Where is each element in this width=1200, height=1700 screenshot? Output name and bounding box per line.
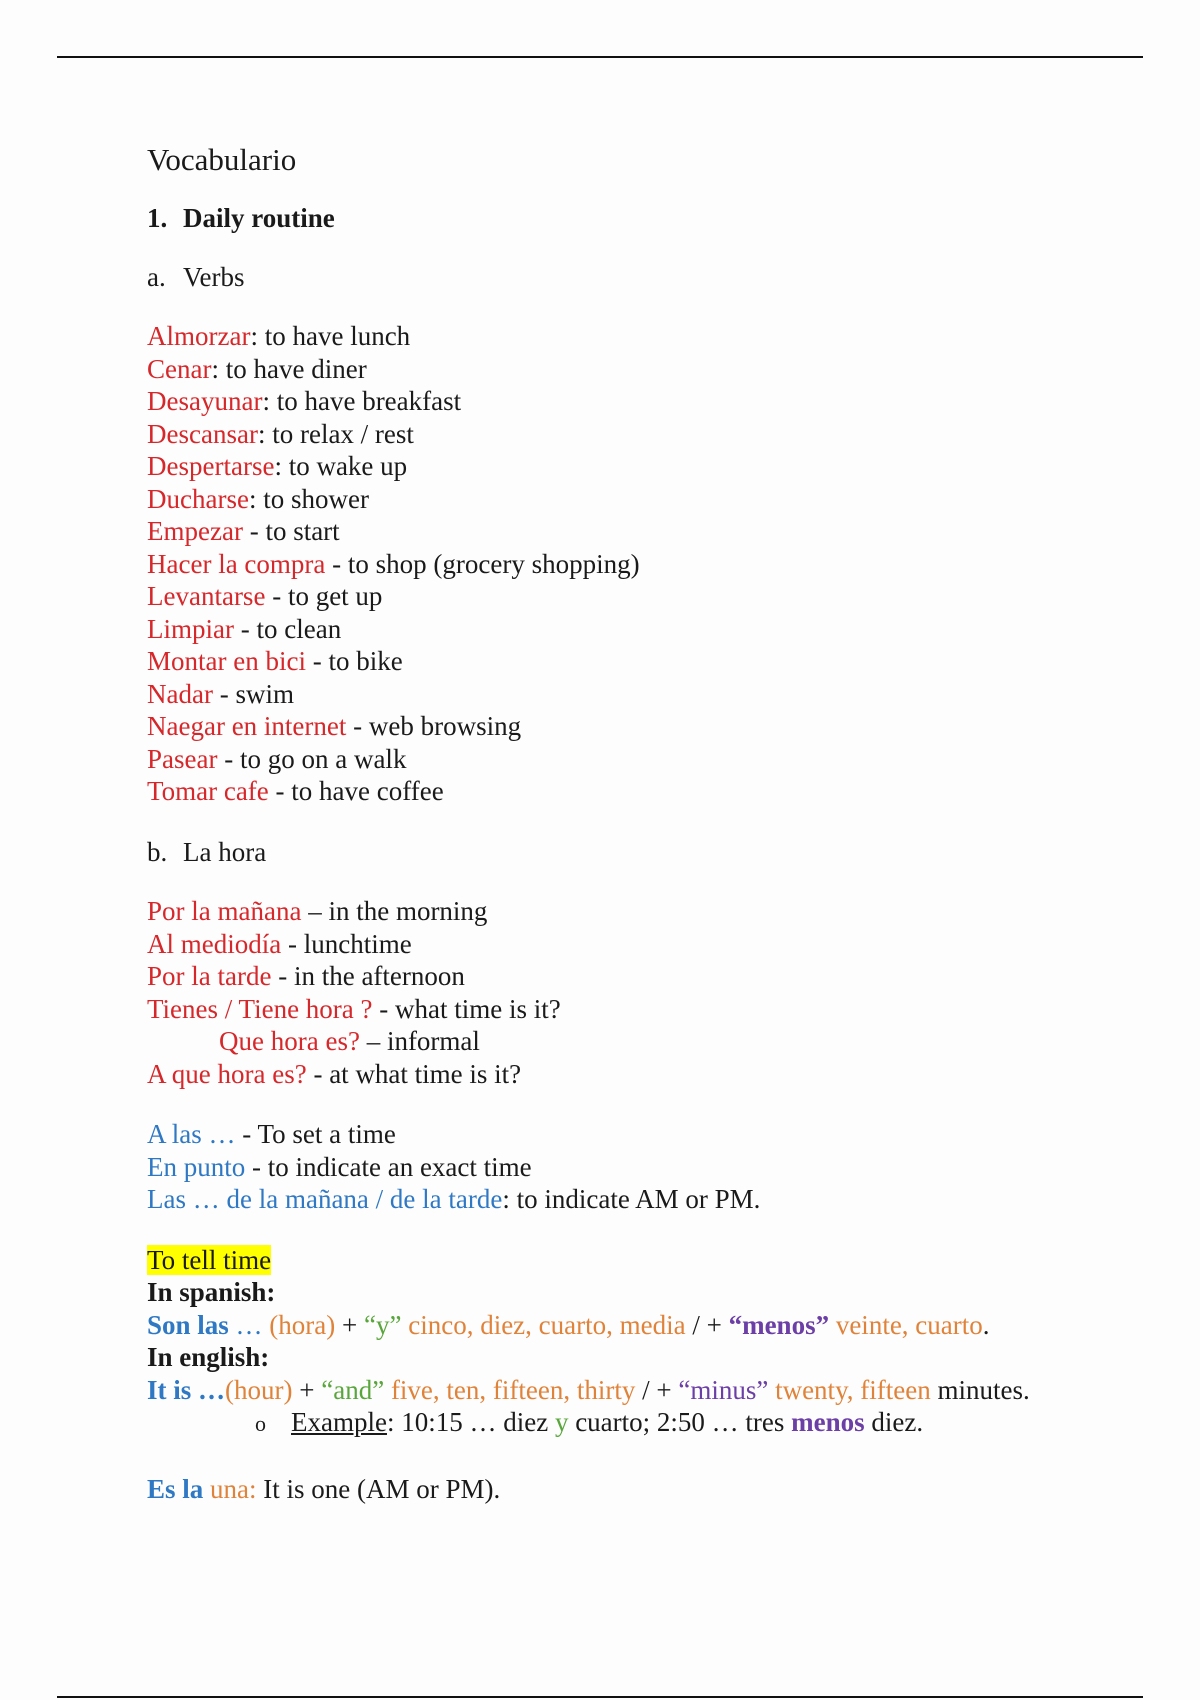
section-number: 1. xyxy=(147,203,168,233)
vocab-english: to have breakfast xyxy=(276,386,462,416)
vocab-spanish: Levantarse xyxy=(147,581,266,611)
vocab-english: informal xyxy=(386,1026,480,1056)
vocab-english: to shower xyxy=(263,483,369,514)
verbs-heading xyxy=(147,261,1107,294)
vocab-separator: - xyxy=(245,1151,268,1182)
formula-minutes-word: minutes. xyxy=(930,1374,1030,1405)
vocab-spanish: Empezar xyxy=(147,516,243,546)
vocab-separator: - xyxy=(325,548,348,579)
vocab-english: to clean xyxy=(256,613,342,644)
vocab-spanish: Desayunar xyxy=(147,386,263,416)
vocab-item xyxy=(147,928,1107,961)
vocab-item xyxy=(147,385,1107,418)
vocab-item xyxy=(147,678,1107,711)
vocab-separator: : xyxy=(274,451,289,481)
spanish-label: In spanish: xyxy=(147,1277,276,1307)
vocab-item xyxy=(147,1118,1107,1151)
tell-time-section xyxy=(147,1244,1107,1506)
formula-minutes-add: five, ten, fifteen, thirty xyxy=(384,1374,636,1405)
vocab-spanish: En punto xyxy=(147,1151,246,1182)
vocab-english: to have coffee xyxy=(291,776,444,806)
vocab-spanish: Cenar xyxy=(147,353,212,384)
vocab-separator: - xyxy=(212,678,236,709)
vocab-separator: - xyxy=(271,961,294,991)
vocab-item xyxy=(147,353,1107,386)
english-formula xyxy=(147,1374,1107,1407)
vocab-english: lunchtime xyxy=(303,928,412,959)
formula-hora: (hora) xyxy=(269,1309,336,1340)
vocab-spanish: Tienes / Tiene hora ? xyxy=(147,993,373,1024)
vocab-english: To set a time xyxy=(257,1119,396,1149)
verbs-letter: a. xyxy=(147,261,166,292)
time-markers-list xyxy=(147,1118,1107,1216)
vocab-spanish: Por la mañana xyxy=(147,896,302,926)
vocab-spanish: Ducharse xyxy=(147,483,249,514)
formula-minutes-add: cinco, diez, cuarto, media xyxy=(401,1309,686,1340)
vocab-english: web browsing xyxy=(368,711,522,741)
example-text-2: cuarto; 2:50 … tres xyxy=(568,1407,792,1437)
vocab-item xyxy=(147,418,1107,451)
hora-letter: b. xyxy=(147,836,168,867)
vocab-spanish: Hacer la compra xyxy=(147,548,326,579)
example-menos: menos xyxy=(791,1407,865,1437)
section-title: Daily routine xyxy=(183,203,335,233)
formula-hour: (hour) xyxy=(225,1374,293,1405)
vocab-english: to get up xyxy=(287,581,383,611)
vocab-item xyxy=(147,320,1107,353)
document-page xyxy=(147,140,1107,1505)
una: una: xyxy=(203,1473,257,1504)
vocab-separator: - xyxy=(242,516,266,546)
vocab-english: to bike xyxy=(328,646,403,676)
vocab-separator: - xyxy=(233,613,257,644)
example-text-3: diez. xyxy=(864,1407,924,1437)
vocab-spanish: A las … xyxy=(147,1119,236,1149)
bottom-rule xyxy=(57,1696,1143,1698)
vocab-separator: - xyxy=(306,1058,330,1089)
formula-period: . xyxy=(982,1309,990,1340)
hora-list xyxy=(147,895,1107,1090)
formula-ellipsis: … xyxy=(228,1309,270,1340)
vocab-spanish: Almorzar xyxy=(147,321,251,351)
es-la-una-meaning: It is one (AM or PM). xyxy=(256,1473,501,1504)
spanish-formula xyxy=(147,1309,1107,1342)
example-label: Example xyxy=(291,1407,387,1437)
vocab-separator: - xyxy=(268,776,292,806)
vocab-english: to indicate an exact time xyxy=(267,1151,532,1182)
vocab-separator: - xyxy=(235,1119,258,1149)
vocab-item xyxy=(147,960,1107,993)
example-y: y xyxy=(554,1407,569,1437)
vocab-english: to have diner xyxy=(225,353,367,384)
vocab-item xyxy=(147,895,1107,928)
vocab-english: to have lunch xyxy=(264,321,411,351)
vocab-spanish: Naegar en internet xyxy=(147,711,347,741)
formula-menos: “menos” xyxy=(728,1309,830,1340)
page-title: Vocabulario xyxy=(147,142,297,177)
vocab-english: to relax / rest xyxy=(272,418,414,449)
formula-slash-plus: / + xyxy=(685,1309,729,1340)
vocab-separator: - xyxy=(281,928,304,959)
vocab-item xyxy=(147,548,1107,581)
es-la: Es la xyxy=(147,1473,204,1504)
section-heading xyxy=(147,202,1107,235)
vocab-separator: - xyxy=(265,581,288,611)
verbs-title: Verbs xyxy=(183,261,245,292)
vocab-item xyxy=(147,580,1107,613)
verbs-list xyxy=(147,320,1107,808)
vocab-english: in the morning xyxy=(328,896,488,926)
formula-y: “y” xyxy=(364,1309,402,1340)
vocab-separator: : xyxy=(502,1184,517,1214)
vocab-spanish: Por la tarde xyxy=(147,961,272,991)
vocab-item xyxy=(147,1025,1107,1058)
hora-heading xyxy=(147,836,1107,869)
vocab-separator: : xyxy=(250,321,265,351)
vocab-spanish: Las … de la mañana / de la tarde xyxy=(147,1184,503,1214)
vocab-item xyxy=(147,450,1107,483)
formula-minutes-sub: twenty, fifteen xyxy=(768,1374,931,1405)
vocab-english: to indicate AM or PM. xyxy=(516,1184,761,1214)
vocab-item xyxy=(147,1183,1107,1216)
vocab-separator: : xyxy=(248,483,264,514)
vocab-spanish: Pasear xyxy=(147,743,218,774)
vocab-item xyxy=(147,775,1107,808)
english-label: In english: xyxy=(147,1342,270,1372)
vocab-english: at what time is it? xyxy=(329,1058,522,1089)
formula-it-is: It is … xyxy=(147,1374,226,1405)
vocab-spanish: Que hora es? xyxy=(219,1026,360,1056)
example-text-1: : 10:15 … diez xyxy=(386,1407,555,1437)
formula-plus: + xyxy=(335,1309,364,1340)
vocab-separator: - xyxy=(346,711,369,741)
vocab-item xyxy=(147,1151,1107,1184)
vocab-english: in the afternoon xyxy=(293,961,465,991)
vocab-item xyxy=(147,645,1107,678)
vocab-spanish: Despertarse xyxy=(147,451,275,481)
vocab-english: to start xyxy=(265,516,340,546)
example-line xyxy=(147,1406,1107,1441)
formula-minutes-sub: veinte, cuarto xyxy=(829,1309,983,1340)
vocab-item xyxy=(147,483,1107,516)
top-rule xyxy=(57,56,1143,58)
formula-minus: “minus” xyxy=(678,1374,769,1405)
vocab-spanish: Descansar xyxy=(147,418,258,449)
vocab-english: to shop (grocery shopping) xyxy=(347,548,640,579)
vocab-spanish: Limpiar xyxy=(147,613,234,644)
vocab-separator: : xyxy=(262,386,277,416)
vocab-spanish: Nadar xyxy=(147,678,213,709)
vocab-spanish: Al mediodía xyxy=(147,928,282,959)
vocab-item xyxy=(147,1058,1107,1091)
vocab-item xyxy=(147,515,1107,548)
formula-and: “and” xyxy=(321,1374,385,1405)
vocab-separator: – xyxy=(359,1026,387,1056)
vocab-separator: : xyxy=(211,353,226,384)
tell-time-highlight: To tell time xyxy=(147,1244,272,1275)
vocab-spanish: Tomar cafe xyxy=(147,776,269,806)
vocab-separator: - xyxy=(217,743,240,774)
vocab-english: swim xyxy=(235,678,294,709)
vocab-spanish: Montar en bici xyxy=(147,646,306,676)
vocab-item xyxy=(147,710,1107,743)
hora-title: La hora xyxy=(183,836,267,867)
es-la-una-line xyxy=(147,1473,1107,1506)
formula-slash-plus: / + xyxy=(635,1374,679,1405)
vocab-item xyxy=(147,743,1107,776)
formula-plus: + xyxy=(292,1374,322,1405)
formula-son-las: Son las xyxy=(147,1309,229,1340)
vocab-english: to wake up xyxy=(288,451,408,481)
bullet-icon: o xyxy=(255,1411,266,1436)
vocab-english: to go on a walk xyxy=(239,743,407,774)
vocab-separator: - xyxy=(305,646,329,676)
vocab-item xyxy=(147,993,1107,1026)
vocab-english: what time is it? xyxy=(395,993,561,1024)
vocab-separator: - xyxy=(372,993,396,1024)
vocab-separator: : xyxy=(257,418,273,449)
vocab-separator: – xyxy=(301,896,329,926)
vocab-spanish: A que hora es? xyxy=(147,1058,307,1089)
vocab-item xyxy=(147,613,1107,646)
